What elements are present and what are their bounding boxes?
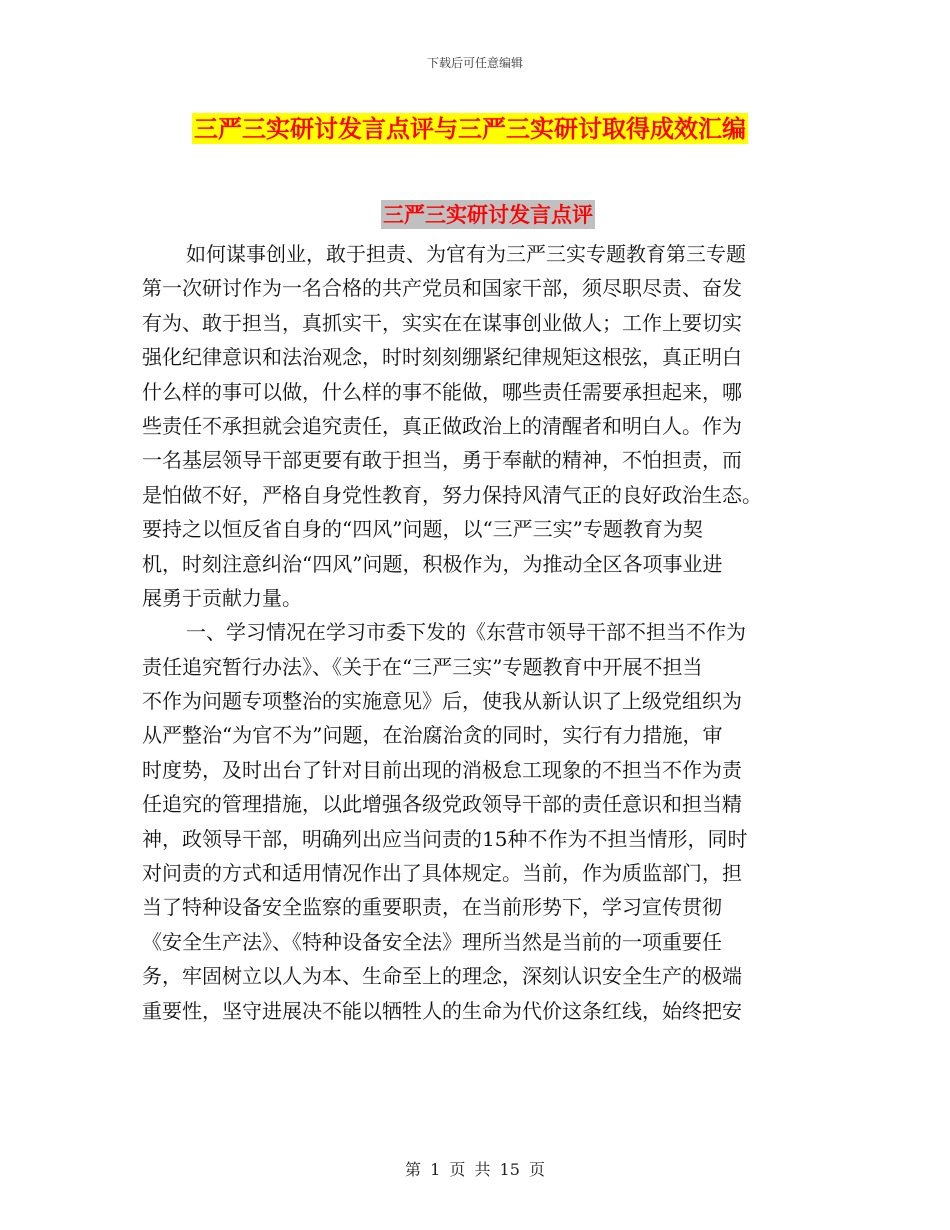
text-line: 《安全生产法》、《特种设备安全法》理所当然是当前的一项重要任 — [142, 929, 722, 954]
paragraph — [142, 237, 814, 615]
text-line: 神，政领导干部，明确列出应当问责的15种不作为不担当情形，同时 — [142, 826, 748, 851]
text-line: 是怕做不好，严格自身党性教育，努力保持风清气正的良好政治生态。 — [142, 482, 762, 507]
text-line: 重要性，坚守进展决不能以牺牲人的生命为代价这条红线，始终把安 — [142, 998, 742, 1023]
text-line: 任追究的管理措施，以此增强各级党政领导干部的责任意识和担当精 — [142, 792, 742, 817]
document-body — [142, 237, 814, 1028]
text-line: 对问责的方式和适用情况作出了具体规定。当前，作为质监部门，担 — [142, 861, 742, 886]
text-line: 强化纪律意识和法治观念，时时刻刻绷紧纪律规矩这根弦，真正明白 — [142, 345, 742, 370]
text-line: 务，牢固树立以人为本、生命至上的理念，深刻认识安全生产的极端 — [142, 964, 742, 989]
text-line: 第一次研讨作为一名合格的共产党员和国家干部，须尽职尽责、奋发 — [142, 276, 742, 301]
text-line: 些责任不承担就会追究责任，真正做政治上的清醒者和明白人。作为 — [142, 413, 742, 438]
text-line: 什么样的事可以做，什么样的事不能做，哪些责任需要承担起来，哪 — [142, 379, 742, 404]
page-header-note: 下载后可任意编辑 — [426, 56, 523, 70]
text-line: 时度势，及时出台了针对目前出现的消极怠工现象的不担当不作为责 — [142, 757, 742, 782]
document-title: 三严三实研讨发言点评与三严三实研讨取得成效汇编 — [194, 114, 746, 143]
text-line: 展勇于贡献力量。 — [142, 585, 302, 610]
text-line: 一、学习情况在学习市委下发的《东营市领导干部不担当不作为 — [186, 620, 746, 645]
text-line: 机，时刻注意纠治“四风”问题，积极作为，为推动全区各项事业进 — [142, 551, 723, 576]
text-line: 从严整治“为官不为”问题，在治腐治贪的同时，实行有力措施，审 — [142, 723, 723, 748]
page-number: 第 1 页 共 15 页 — [405, 1160, 545, 1179]
text-line: 当了特种设备安全监察的重要职责，在当前形势下，学习宣传贯彻 — [142, 895, 722, 920]
paragraph — [142, 615, 814, 1028]
text-line: 要持之以恒反省自身的“四风”问题，以“三严三实”专题教育为契 — [142, 517, 703, 542]
text-line: 责任追究暂行办法》、《关于在“三严三实”专题教育中开展不担当 — [142, 654, 703, 679]
text-line: 如何谋事创业，敢于担责、为官有为三严三实专题教育第三专题 — [186, 242, 746, 266]
text-line: 有为、敢于担当，真抓实干，实实在在谋事创业做人；工作上要切实 — [142, 310, 742, 335]
text-line: 一名基层领导干部更要有敢于担当，勇于奉献的精神，不怕担责，而 — [142, 448, 742, 473]
text-line: 不作为问题专项整治的实施意见》后，使我从新认识了上级党组织为 — [142, 689, 742, 714]
section-title: 三严三实研讨发言点评 — [383, 202, 593, 227]
